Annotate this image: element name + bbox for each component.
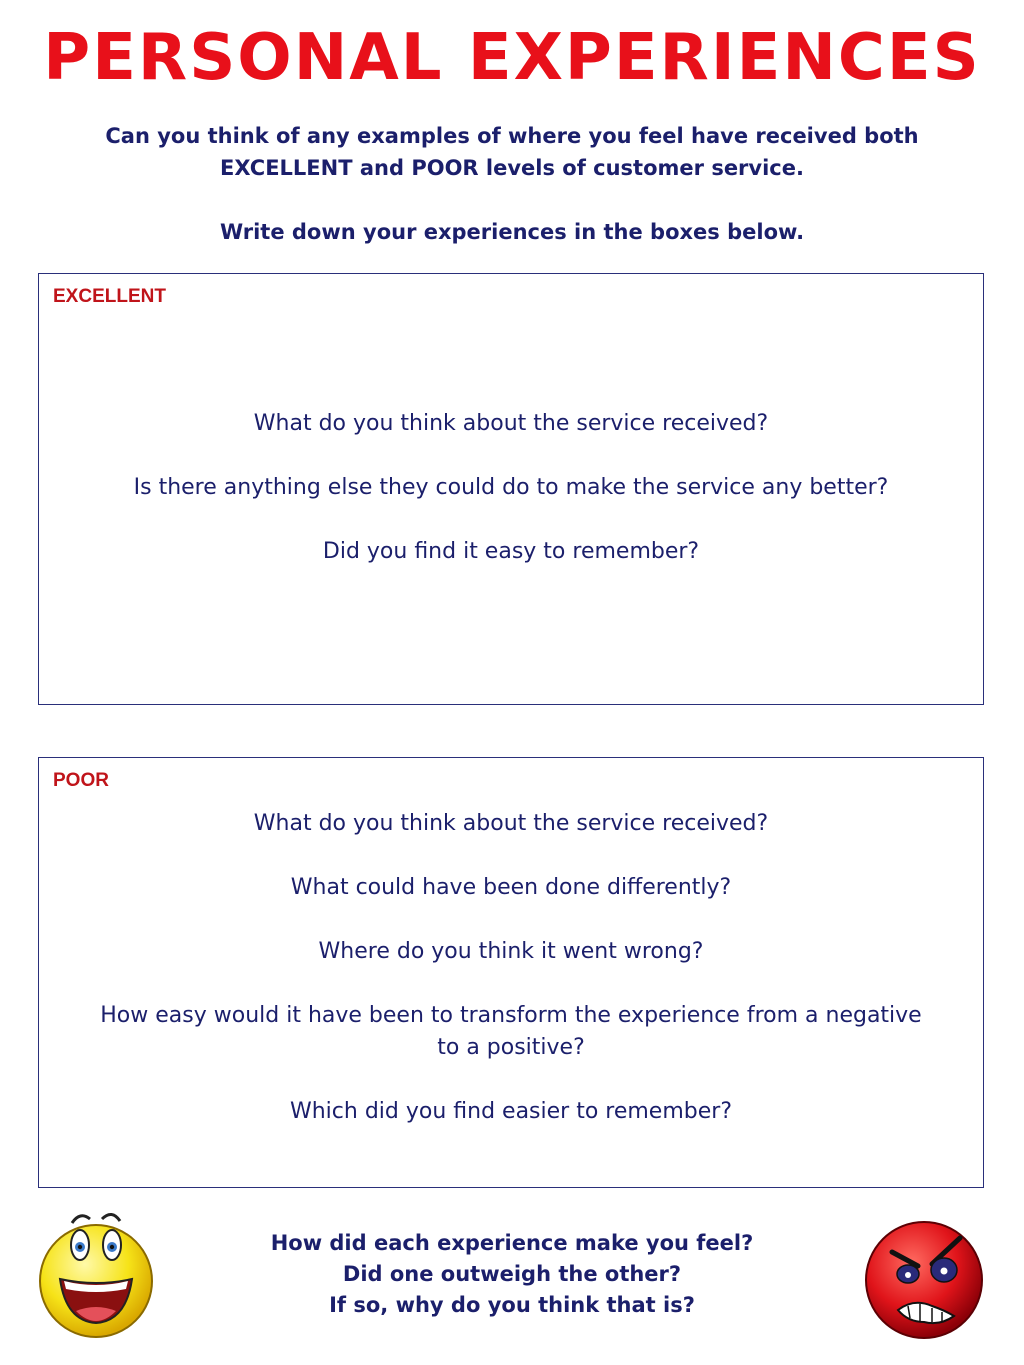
poor-question: Which did you find easier to remember? [289,1099,732,1124]
excellent-label: EXCELLENT [53,286,166,307]
poor-question: What could have been done differently? [290,875,732,900]
poor-question: How easy would it have been to transform the experience from a negative to a positive? [100,1003,922,1060]
intro-text [40,120,984,248]
outro-line: Did one outweigh the other? [342,1262,682,1286]
excellent-question: What do you think about the service received? [253,411,769,436]
excellent-question: Did you find it easy to remember? [322,539,700,564]
poor-label: POOR [53,770,109,791]
intro-line-2: EXCELLENT and POOR levels of customer service. [220,156,804,180]
intro-instruction: Write down your experiences in the boxes below. [219,220,805,244]
page-title: PERSONAL EXPERIENCES [43,21,981,95]
excellent-questions [39,408,983,568]
happy-face-icon [34,1203,158,1343]
outro-line: If so, why do you think that is? [329,1293,695,1317]
intro-line-1: Can you think of any examples of where you feel have received both [105,124,919,148]
poor-question: Where do you think it went wrong? [318,939,704,964]
outro-line: How did each experience make you feel? [270,1231,754,1255]
poor-question: What do you think about the service received? [253,811,769,836]
angry-face-icon [862,1218,986,1342]
outro-text [220,1228,804,1321]
excellent-box[interactable] [38,273,984,705]
excellent-question: Is there anything else they could do to make the service any better? [133,475,889,500]
poor-box[interactable] [38,757,984,1188]
poor-questions [39,808,983,1128]
